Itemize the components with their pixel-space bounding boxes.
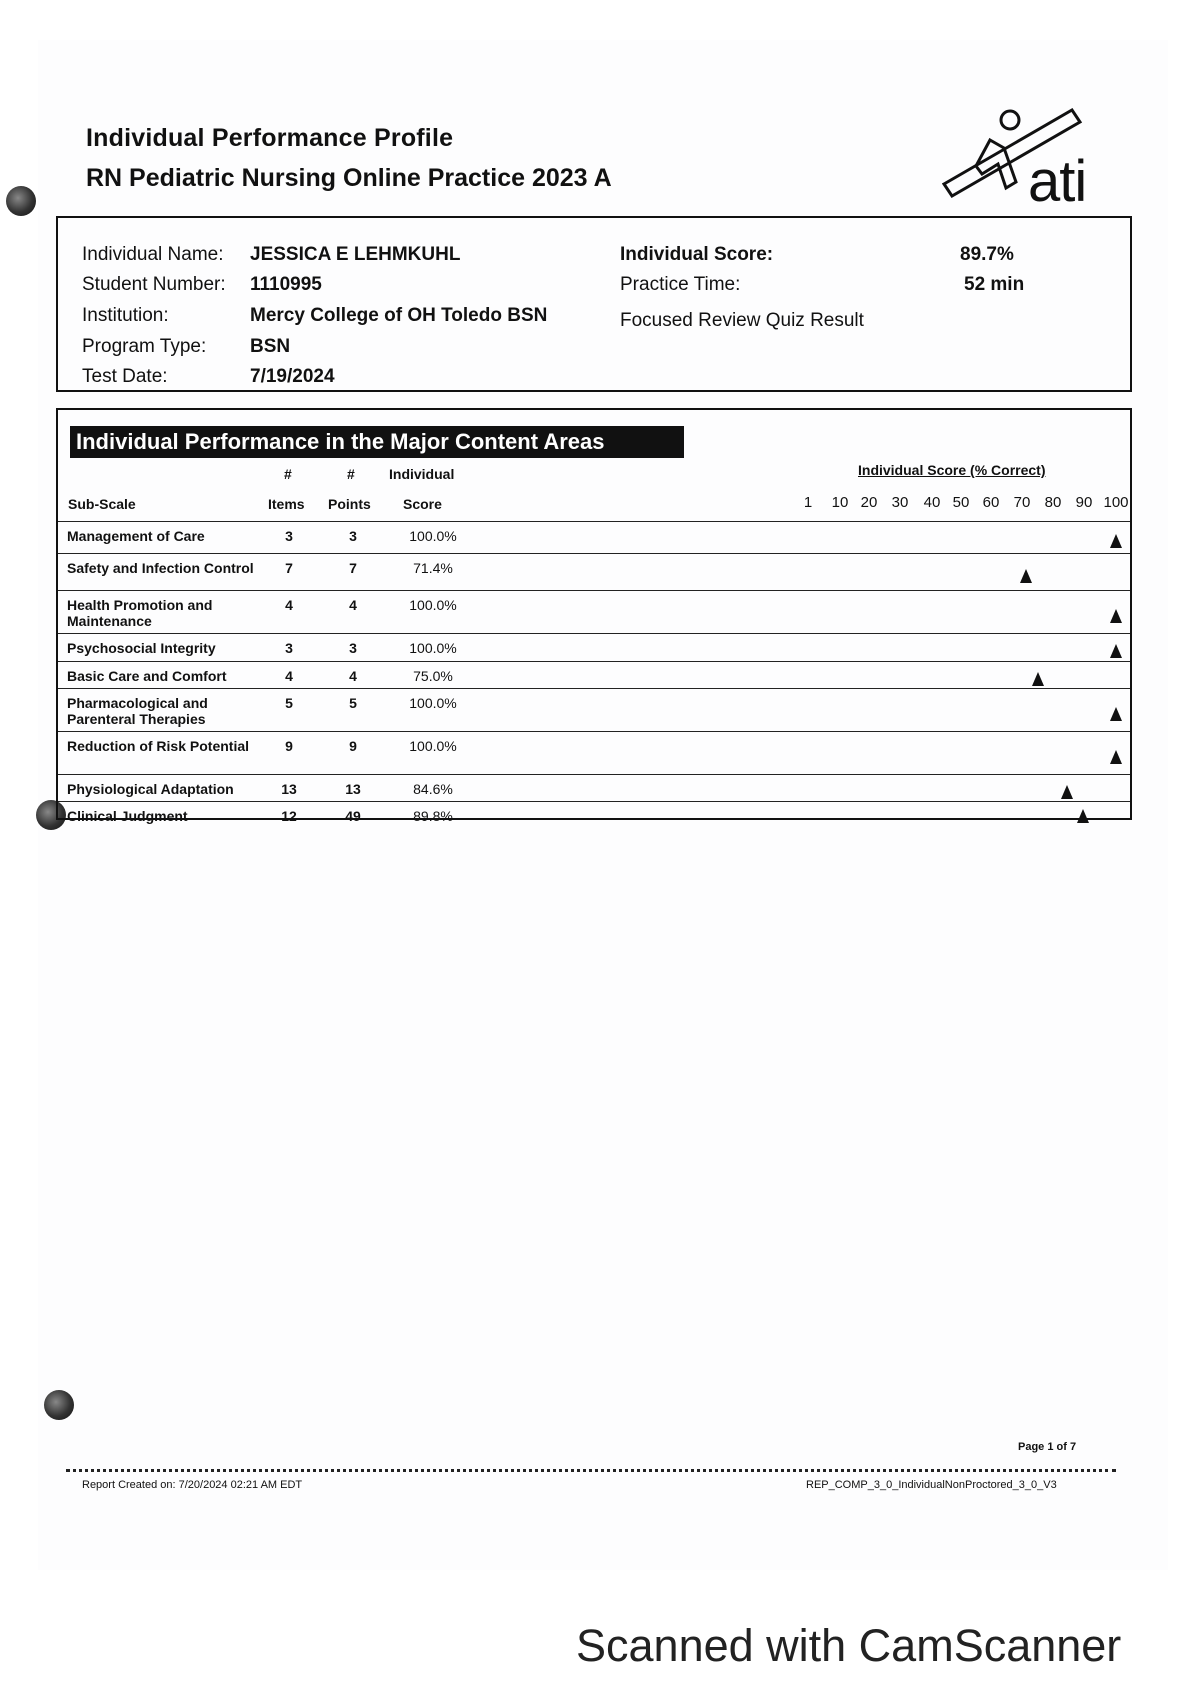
practice-time-value: 52 min <box>964 274 1025 295</box>
score-marker <box>1110 534 1122 548</box>
report-id: REP_COMP_3_0_IndividualNonProctored_3_0_V3 <box>806 1479 1057 1491</box>
subscale-name: Safety and Infection Control <box>67 560 254 576</box>
scale-tick: 50 <box>952 494 970 511</box>
program-value: BSN <box>250 336 291 357</box>
camscanner-watermark: Scanned with CamScanner <box>576 1620 1122 1671</box>
punch-hole-top <box>6 186 36 216</box>
table-row <box>58 590 1130 633</box>
individual-score: 100.0% <box>409 640 457 656</box>
col-points-hash: # <box>347 466 355 482</box>
score-marker <box>1110 609 1122 623</box>
table-row <box>58 801 1130 822</box>
scale-tick: 30 <box>891 494 909 511</box>
items-count: 3 <box>285 528 293 544</box>
col-points: Points <box>328 496 371 512</box>
score-marker <box>1061 785 1073 799</box>
subscale-name: Management of Care <box>67 528 205 544</box>
name-label: Individual Name: <box>82 244 224 265</box>
student-info-box <box>56 216 1132 392</box>
report-subtitle: RN Pediatric Nursing Online Practice 2023 A <box>86 164 612 192</box>
points-count: 4 <box>349 597 357 613</box>
points-count: 3 <box>349 528 357 544</box>
col-subscale: Sub-Scale <box>68 496 136 512</box>
individual-score: 71.4% <box>413 560 453 576</box>
points-count: 7 <box>349 560 357 576</box>
items-count: 5 <box>285 695 293 711</box>
col-score: Score <box>403 496 442 512</box>
practice-time-label: Practice Time: <box>620 274 741 295</box>
test-date-label: Test Date: <box>82 366 168 387</box>
page-number: Page 1 of 7 <box>1018 1441 1077 1453</box>
institution-label: Institution: <box>82 305 169 326</box>
subscale-name: Reduction of Risk Potential <box>67 738 250 754</box>
individual-score: 84.6% <box>413 781 453 797</box>
focused-review-label: Focused Review Quiz Result <box>620 310 864 331</box>
points-count: 5 <box>349 695 357 711</box>
number-label: Student Number: <box>82 274 226 295</box>
points-count: 4 <box>349 668 357 684</box>
items-count: 13 <box>281 781 297 797</box>
col-items-hash: # <box>284 466 292 482</box>
test-date-value: 7/19/2024 <box>250 366 335 387</box>
table-row <box>58 688 1130 731</box>
subscale-name: Pharmacological and Parenteral Therapies <box>67 695 208 727</box>
scale-tick: 70 <box>1013 494 1031 511</box>
score-marker <box>1020 569 1032 583</box>
subscale-name: Health Promotion and Maintenance <box>67 597 213 629</box>
scale-tick: 100 <box>1103 494 1129 511</box>
subscale-name: Psychosocial Integrity <box>67 640 216 656</box>
individual-score: 89.8% <box>413 808 453 824</box>
items-count: 12 <box>281 808 297 824</box>
individual-score: 100.0% <box>409 738 457 754</box>
items-count: 4 <box>285 668 293 684</box>
score-marker <box>1110 750 1122 764</box>
institution-value: Mercy College of OH Toledo BSN <box>250 305 548 326</box>
report-title: Individual Performance Profile <box>86 124 454 152</box>
individual-score: 100.0% <box>409 695 457 711</box>
score-marker <box>1032 672 1044 686</box>
table-row <box>58 731 1130 774</box>
points-count: 49 <box>345 808 361 824</box>
program-label: Program Type: <box>82 336 207 357</box>
score-scale-title: Individual Score (% Correct) <box>858 462 1046 478</box>
col-items: Items <box>268 496 305 512</box>
punch-hole-bottom <box>44 1390 74 1420</box>
table-row <box>58 633 1130 661</box>
items-count: 4 <box>285 597 293 613</box>
table-row <box>58 521 1130 553</box>
items-count: 9 <box>285 738 293 754</box>
scale-tick: 80 <box>1044 494 1062 511</box>
subscale-name: Clinical Judgment <box>67 808 188 824</box>
scale-tick: 40 <box>923 494 941 511</box>
student-number: 1110995 <box>250 274 322 295</box>
individual-score-value: 89.7% <box>960 244 1014 265</box>
score-marker <box>1077 809 1089 823</box>
student-name: JESSICA E LEHMKUHL <box>250 244 461 265</box>
col-score-top: Individual <box>389 466 455 482</box>
scale-tick: 20 <box>860 494 878 511</box>
points-count: 13 <box>345 781 361 797</box>
individual-score: 100.0% <box>409 528 457 544</box>
scale-tick: 1 <box>803 494 813 511</box>
score-marker <box>1110 644 1122 658</box>
ati-logo-text: ati <box>1028 149 1087 214</box>
table-row <box>58 553 1130 590</box>
score-marker <box>1110 707 1122 721</box>
ati-logo-icon <box>942 104 1112 214</box>
report-created: Report Created on: 7/20/2024 02:21 AM EDT <box>82 1479 303 1491</box>
individual-score: 75.0% <box>413 668 453 684</box>
footer-divider <box>66 1469 1116 1472</box>
subscale-name: Physiological Adaptation <box>67 781 234 797</box>
items-count: 7 <box>285 560 293 576</box>
individual-score-label: Individual Score: <box>620 244 774 265</box>
scale-tick: 90 <box>1075 494 1093 511</box>
table-row <box>58 774 1130 801</box>
points-count: 3 <box>349 640 357 656</box>
scale-tick: 10 <box>831 494 849 511</box>
section-title: Individual Performance in the Major Content Areas <box>70 426 684 458</box>
points-count: 9 <box>349 738 357 754</box>
individual-score: 100.0% <box>409 597 457 613</box>
items-count: 3 <box>285 640 293 656</box>
subscale-name: Basic Care and Comfort <box>67 668 227 684</box>
scale-tick: 60 <box>982 494 1000 511</box>
table-row <box>58 661 1130 688</box>
